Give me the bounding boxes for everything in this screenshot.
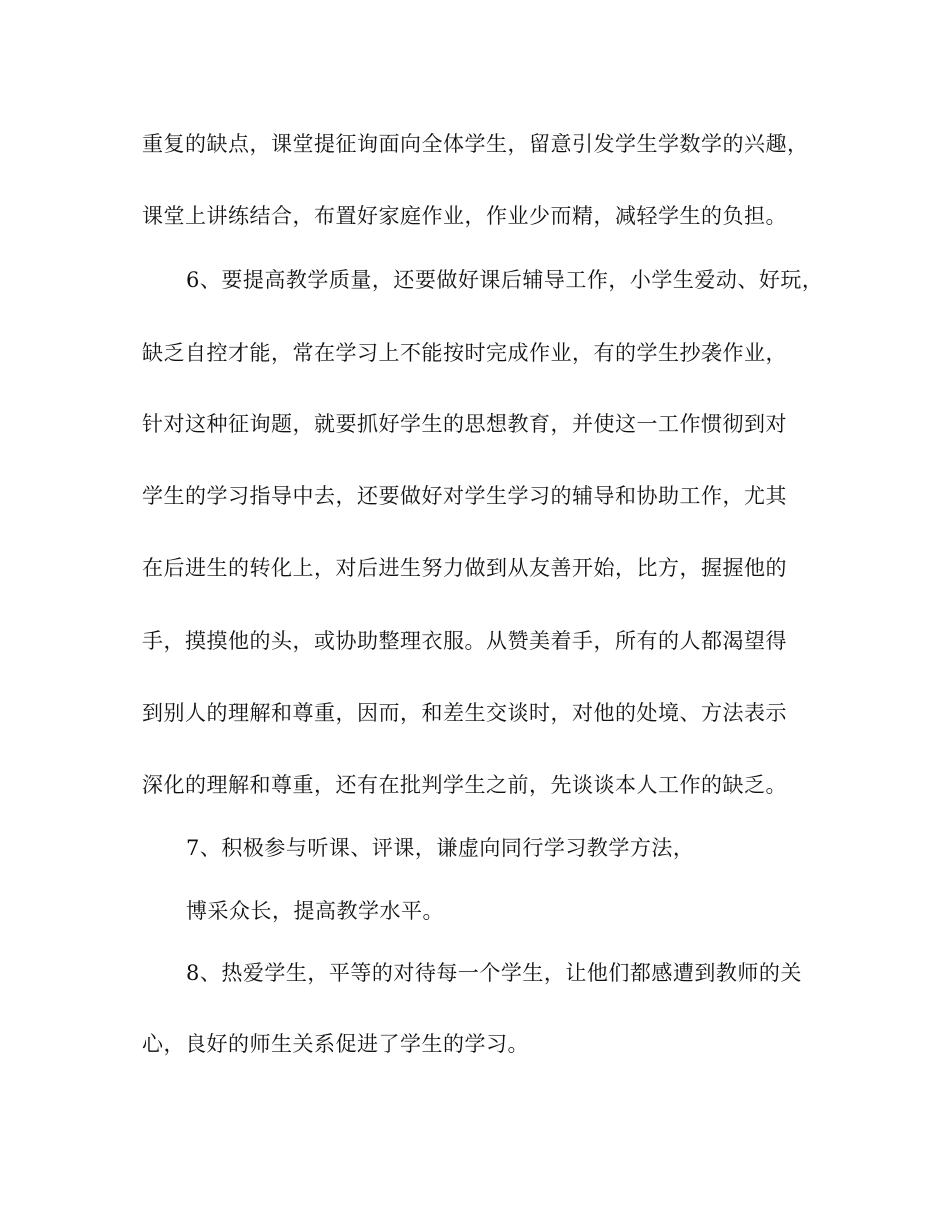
text-line-9: 到别人的理解和尊重，因而，和差生交谈时，对他的处境、方法表示: [142, 701, 787, 725]
text-line-11: 7、积极参与听课、评课，谦虚向同行学习教学方法，: [186, 836, 695, 860]
text-line-1: 重复的缺点，课堂提征询面向全体学生，留意引发学生学数学的兴趣，: [142, 132, 809, 156]
text-line-4: 缺乏自控才能，常在学习上不能按时完成作业，有的学生抄袭作业，: [142, 341, 787, 365]
text-line-10: 深化的理解和尊重，还有在批判学生之前，先谈谈本人工作的缺乏。: [142, 773, 787, 797]
text-line-3: 6、要提高教学质量，还要做好课后辅导工作，小学生爱动、好玩，: [186, 268, 824, 292]
text-line-5: 针对这种征询题，就要抓好学生的思想教育，并使这一工作惯彻到对: [142, 412, 787, 436]
text-line-8: 手，摸摸他的头，或协助整理衣服。从赞美着手，所有的人都渴望得: [142, 629, 787, 653]
text-line-7: 在后进生的转化上，对后进生努力做到从友善开始，比方，握握他的: [142, 556, 787, 580]
text-line-14: 心，良好的师生关系促进了学生的学习。: [142, 1032, 529, 1056]
text-line-2: 课堂上讲练结合，布置好家庭作业，作业少而精，减轻学生的负担。: [142, 204, 787, 228]
text-line-12: 博采众长，提高教学水平。: [186, 899, 444, 923]
text-line-13: 8、热爱学生，平等的对待每一个学生，让他们都感遭到教师的关: [186, 961, 802, 985]
text-line-6: 学生的学习指导中去，还要做好对学生学习的辅导和协助工作，尤其: [142, 484, 787, 508]
